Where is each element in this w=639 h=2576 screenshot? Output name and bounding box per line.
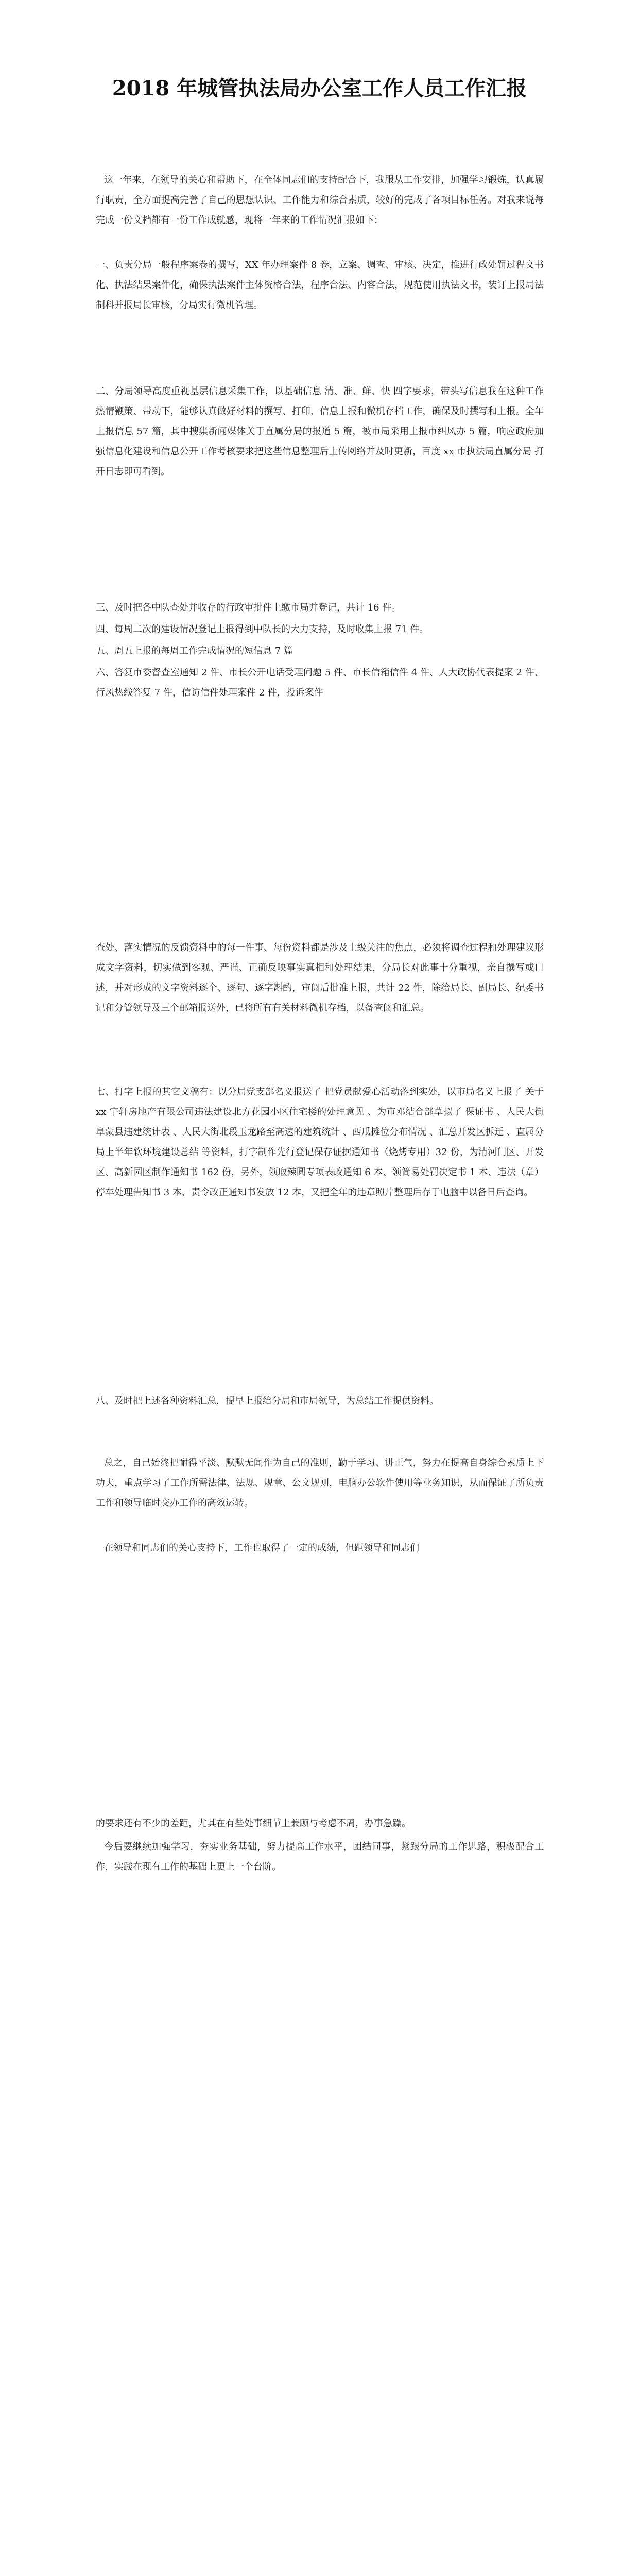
paragraph-item-2: 二、分局领导高度重视基层信息采集工作，以基础信息 清、准、鲜、快 四字要求，带头写信息我在这种工作热情鞭策、带动下，能够认真做好材料的撰写、打印、信息上报和微机存档工作，确保及时撰写和上报。全年上报信息 57 篇，其中搜集新闻媒体关于直属分局的报道 5 篇，被市局采用上报市纠风办 5 篇，响应政府加强信息化建设和信息公开工作考核要求把这些信息整理后上传网络并及时更新，百度 xx 市执法局直属分局 打开日志即可看到。: [96, 386, 544, 477]
paragraph-item-5: 五、周五上报的每周工作完成情况的短信息 7 篇: [96, 646, 293, 656]
paragraph-intro: 这一年来，在领导的关心和帮助下，在全体同志们的支持配合下，我服从工作安排，加强学习锻炼，认真履行职责，全方面提高完善了自己的思想认识、工作能力和综合素质，较好的完成了各项目标任务。对我来说每完成一份文档都有一份工作成就感，现将一年来的工作情况汇报如下：: [96, 175, 544, 226]
paragraph-item-6-continued: 查处、落实情况的反馈资料中的每一件事、每份资料都是涉及上级关注的焦点，必须将调查过程和处理建议形成文字资料，切实做到客观、严谨、正确反映事实真相和处理结果，分局长对此事十分重视，亲自撰写或口述，并对形成的文字资料逐个、逐句、逐字斟酌，审阅后批准上报，共计 22 件，除给局长、副局长、纪委书记和分管领导及三个邮箱报送外，已将所有有关材料微机存档，以备查阅和汇总。: [96, 942, 544, 1013]
paragraph-item-8: 八、及时把上述各种资料汇总，提早上报给分局和市局领导，为总结工作提供资料。: [96, 1396, 439, 1406]
document-title: 2018 年城管执法局办公室工作人员工作汇报: [112, 76, 527, 100]
paragraph-summary: 总之，自己始终把耐得平淡、默默无闻作为自己的准则，勤于学习、讲正气，努力在提高自身综合素质上下功夫，重点学习了工作所需法律、法规、规章、公文规则，电脑办公软件使用等业务知识，从而保证了所负责工作和领导临时交办工作的高效运转。: [96, 1458, 544, 1509]
paragraph-closing-start: 在领导和同志们的关心支持下，工作也取得了一定的成绩，但距领导和同志们: [104, 1543, 419, 1553]
paragraph-closing-continued: 的要求还有不少的差距，尤其在有些处事细节上兼顾与考虑不周，办事急躁。: [96, 1818, 411, 1829]
paragraph-item-6-start: 六、答复市委督查室通知 2 件、市长公开电话受理问题 5 件、市长信箱信件 4 件、人大政协代表提案 2 件、行风热线答复 7 件，信访信件处理案件 2 件，投诉案件: [96, 667, 544, 698]
paragraph-outlook: 今后要继续加强学习，夯实业务基础，努力提高工作水平，团结同事，紧跟分局的工作思路，积极配合工作，实践在现有工作的基础上更上一个台阶。: [96, 1841, 544, 1872]
paragraph-item-4: 四、每周二次的建设情况登记上报得到中队长的大力支持，及时收集上报 71 件。: [96, 624, 429, 635]
paragraph-item-7: 七、打字上报的其它文稿有：以分局党支部名义报送了 把党员献爱心活动落到实处，以市局名义上报了 关于 xx 宇轩房地产有限公司违法建设北方花园小区住宅楼的处理意见 、为市邓结合部草拟了 保证书 、人民大街阜蒙县违建统计表 、人民大街北段玉龙路至高速的建筑统计 、西瓜摊位分布情况 、汇总开发区拆迁 、直属分局上半年软环境建设总结 等资料，打字制作先行登记保存证据通知书（烧烤专用）32 份，为清河门区、开发区、高新园区制作通知书 162 份，另外，领取辣圆专项表改通知 6 本、领简易处罚决定书 1 本、违法（章）停车处理告知书 3 本、责令改正通知书发放 12 本，又把全年的违章照片整理后存于电脑中以备日后查询。: [96, 1087, 544, 1198]
paragraph-item-1: 一、负责分局一般程序案卷的撰写，XX 年办理案件 8 卷，立案、调查、审核、决定，推进行政处罚过程文书化、执法结果案件化，确保执法案件主体资格合法，程序合法、内容合法，规范使用执法文书，装订上报局法制科并报局长审核，分局实行微机管理。: [96, 260, 544, 311]
paragraph-item-3: 三、及时把各中队查处并收存的行政审批件上缴市局并登记，共计 16 件。: [96, 602, 401, 613]
